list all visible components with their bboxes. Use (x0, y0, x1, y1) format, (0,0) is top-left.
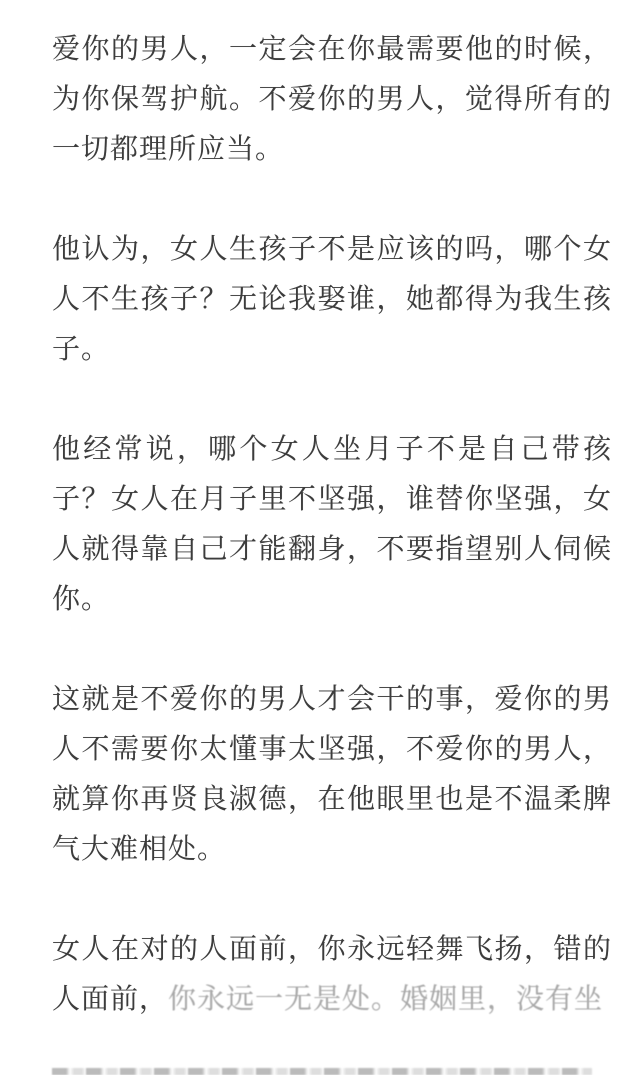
paragraph-3: 他经常说，哪个女人坐月子不是自己带孩子？女人在月子里不坚强，谁替你坚强，女人就得靠自己才能翻身，不要指望别人伺候你。 (52, 434, 612, 615)
cutoff-text-remnant (52, 1068, 592, 1075)
paragraph-5-faded-text: 你永远一无是处。婚姻里，没有坐 (168, 984, 604, 1015)
paragraph-5-normal-text: 女人在对的人面前，你永远轻舞飞扬，错的人面前， (52, 934, 612, 1015)
paragraph-2: 他认为，女人生孩子不是应该的吗，哪个女人不生孩子？无论我娶谁，她都得为我生孩子。 (52, 234, 612, 365)
paragraph-5 (52, 925, 612, 1025)
paragraph-4: 这就是不爱你的男人才会干的事，爱你的男人不需要你太懂事太坚强，不爱你的男人，就算你再贤良淑德，在他眼里也是不温柔脾气大难相处。 (52, 684, 612, 865)
paragraph-1: 爱你的男人，一定会在你最需要他的时候，为你保驾护航。不爱你的男人，觉得所有的一切都理所应当。 (52, 34, 612, 165)
